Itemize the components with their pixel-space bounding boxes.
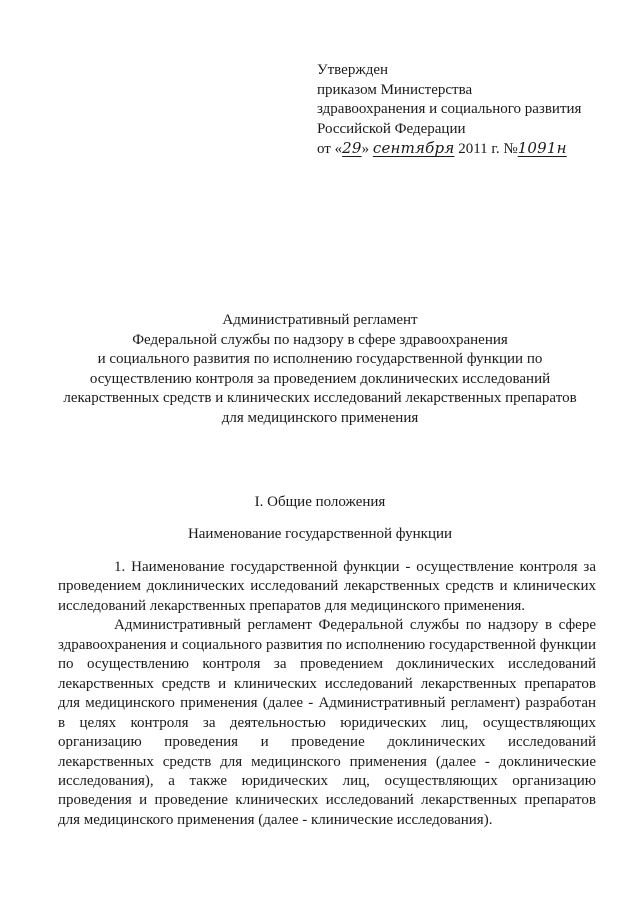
paragraph: Административный регламент Федеральной службы по надзору в сфере здравоохранения и социального развития по исполнению государственной функции по осуществлению контроля за проведением доклинических исследований лекарственных средств и клинических исследований лекарственных препаратов для медицинского применения (далее - Административный регламент) разработан в целях контроля за деятельностью юридических лиц, осуществляющих организацию проведения и проведение доклинических исследований лекарственных средств для медицинского применения (далее - доклинические исследования), а также юридических лиц, осуществляющих организацию проведения и проведение клинических исследований лекарственных препаратов для медицинского применения (далее - клинические исследования).	[58, 617, 596, 828]
handwritten-day: 29	[342, 139, 362, 157]
approval-line-ministry: здравоохранения и социального развития	[317, 101, 582, 117]
date-year: 2011 г. №	[454, 141, 518, 157]
title-line: лекарственных средств и клинических исследований лекарственных препаратов	[63, 390, 577, 406]
handwritten-month: сентября	[372, 139, 455, 157]
approval-stamp	[317, 61, 617, 160]
date-prefix: от «	[317, 141, 343, 157]
approval-date-line	[317, 139, 617, 160]
approval-line-federation: Российской Федерации	[317, 120, 466, 137]
document-title	[52, 311, 588, 428]
approval-line-order: приказом Министерства	[317, 81, 473, 98]
date-separator: »	[361, 141, 373, 157]
title-line: осуществлению контроля за проведением доклинических исследований	[89, 370, 551, 387]
paragraph: 1. Наименование государственной функции - осуществление контроля за проведением доклинических исследований лекарственных средств и клинических исследований лекарственных препаратов для медицинского применения.	[58, 559, 596, 614]
section-heading: I. Общие положения	[254, 494, 386, 510]
section-subheading: Наименование государственной функции	[187, 526, 453, 542]
body-text	[58, 558, 596, 830]
title-line: и социального развития по исполнению государственной функции по	[97, 351, 543, 367]
handwritten-order-number: 1091н	[517, 139, 567, 157]
title-line: для медицинского применения	[221, 409, 419, 426]
title-line: Административный регламент	[222, 312, 418, 328]
title-line: Федеральной службы по надзору в сфере здравоохранения	[132, 331, 508, 348]
approval-line-approved: Утвержден	[317, 62, 389, 78]
